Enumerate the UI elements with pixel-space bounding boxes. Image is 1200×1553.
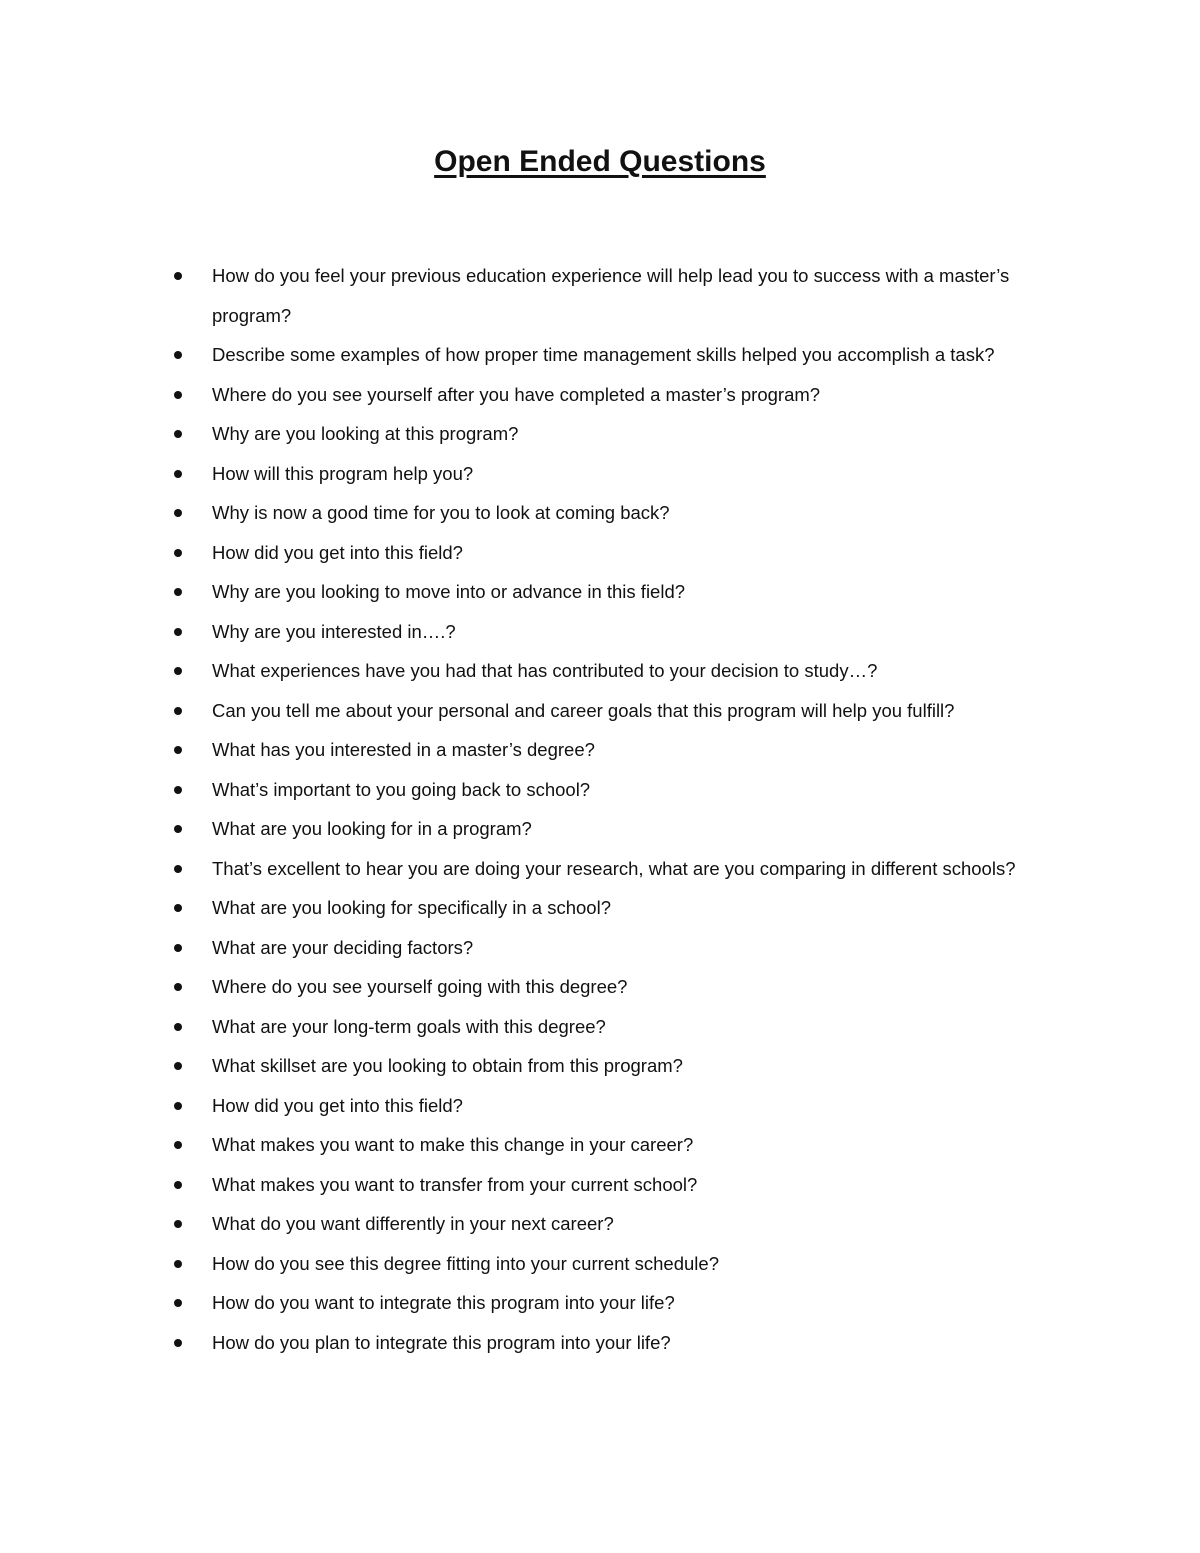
question-text: That’s excellent to hear you are doing your research, what are you comparing in different schools? — [212, 857, 1016, 879]
bullet-icon — [174, 1260, 182, 1268]
list-item — [0, 493, 1200, 533]
question-text: Why are you looking to move into or advance in this field? — [212, 581, 686, 602]
question-text: How did you get into this field? — [212, 541, 463, 563]
bullet-icon — [174, 1062, 182, 1070]
list-item — [0, 375, 1200, 415]
bullet-icon — [174, 430, 182, 438]
bullet-icon — [174, 1102, 182, 1110]
list-item — [0, 888, 1200, 928]
question-text: Why is now a good time for you to look at coming back? — [212, 502, 670, 523]
bullet-icon — [174, 1299, 182, 1307]
question-text: How do you see this degree fitting into your current schedule? — [212, 1252, 719, 1274]
question-text: What are you looking for in a program? — [212, 818, 532, 839]
question-text: What do you want differently in your next career? — [212, 1213, 614, 1234]
list-item — [0, 533, 1200, 573]
bullet-icon — [174, 588, 182, 596]
bullet-icon — [174, 1181, 182, 1189]
list-item — [0, 256, 1200, 335]
list-item — [0, 928, 1200, 968]
list-item — [0, 335, 1200, 375]
question-text: How do you plan to integrate this program into your life? — [212, 1331, 671, 1353]
question-text: What makes you want to make this change in your career? — [212, 1134, 694, 1155]
bullet-icon — [174, 667, 182, 675]
question-text: What are you looking for specifically in a school? — [212, 897, 611, 918]
question-list — [0, 256, 1200, 1362]
bullet-icon — [174, 272, 182, 280]
bullet-icon — [174, 944, 182, 952]
list-item — [0, 1165, 1200, 1205]
bullet-icon — [174, 1023, 182, 1031]
list-item — [0, 612, 1200, 652]
list-item — [0, 1323, 1200, 1363]
question-text: What has you interested in a master’s degree? — [212, 739, 595, 760]
list-item — [0, 691, 1200, 731]
bullet-icon — [174, 746, 182, 754]
question-text: How did you get into this field? — [212, 1094, 463, 1116]
list-item — [0, 849, 1200, 889]
question-text: What experiences have you had that has contributed to your decision to study…? — [212, 660, 878, 681]
bullet-icon — [174, 1141, 182, 1149]
question-text: What makes you want to transfer from your current school? — [212, 1173, 698, 1195]
bullet-icon — [174, 865, 182, 873]
bullet-icon — [174, 470, 182, 478]
list-item — [0, 454, 1200, 494]
question-text: Why are you interested in….? — [212, 620, 456, 642]
question-text: Why are you looking at this program? — [212, 423, 519, 444]
question-text: Where do you see yourself after you have completed a master’s program? — [212, 383, 821, 405]
bullet-icon — [174, 1339, 182, 1347]
question-text: Where do you see yourself going with this degree? — [212, 976, 628, 997]
list-item — [0, 414, 1200, 454]
question-text: How will this program help you? — [212, 462, 474, 484]
list-item — [0, 1007, 1200, 1047]
bullet-icon — [174, 549, 182, 557]
bullet-icon — [174, 707, 182, 715]
question-text: What skillset are you looking to obtain from this program? — [212, 1055, 683, 1076]
list-item — [0, 1283, 1200, 1323]
list-item — [0, 770, 1200, 810]
page-title: Open Ended Questions — [434, 145, 766, 178]
list-item — [0, 1046, 1200, 1086]
list-item — [0, 1204, 1200, 1244]
bullet-icon — [174, 983, 182, 991]
list-item — [0, 730, 1200, 770]
question-text: How do you want to integrate this program into your life? — [212, 1292, 675, 1313]
bullet-icon — [174, 904, 182, 912]
list-item — [0, 1244, 1200, 1284]
bullet-icon — [174, 391, 182, 399]
bullet-icon — [174, 825, 182, 833]
list-item — [0, 967, 1200, 1007]
question-text: What are your long-term goals with this degree? — [212, 1015, 606, 1037]
list-item — [0, 809, 1200, 849]
bullet-icon — [174, 1220, 182, 1228]
list-item — [0, 1125, 1200, 1165]
question-text: How do you feel your previous education experience will help lead you to success with a master’s program? — [212, 265, 1010, 326]
bullet-icon — [174, 351, 182, 359]
question-text: What are your deciding factors? — [212, 936, 474, 958]
list-item — [0, 572, 1200, 612]
question-text: Can you tell me about your personal and career goals that this program will help you fulfill? — [212, 699, 955, 721]
list-item — [0, 651, 1200, 691]
question-text: Describe some examples of how proper time management skills helped you accomplish a task? — [212, 344, 995, 365]
bullet-icon — [174, 509, 182, 517]
bullet-icon — [174, 786, 182, 794]
list-item — [0, 1086, 1200, 1126]
question-text: What’s important to you going back to school? — [212, 778, 591, 800]
bullet-icon — [174, 628, 182, 636]
